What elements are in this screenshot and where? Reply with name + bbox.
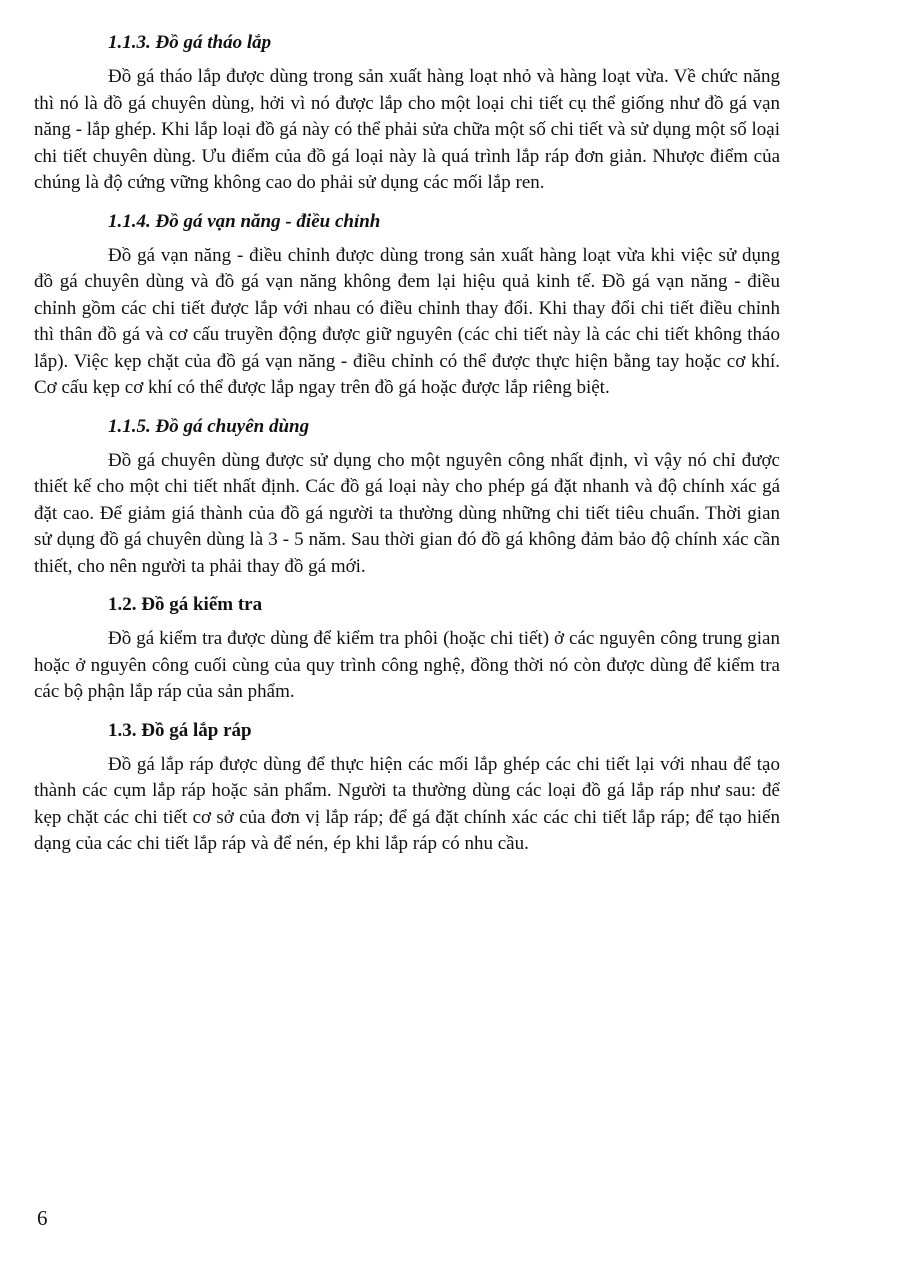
section-paragraph-1-2: Đồ gá kiểm tra được dùng để kiểm tra phôi (hoặc chi tiết) ở các nguyên công trung gian hoặc ở nguyên công cuối cùng của quy trình công nghệ, đồng thời nó còn được dùng để kiểm tra các bộ phận lắp ráp của sản phẩm. [34,628,780,702]
section-heading-1-2: 1.2. Đồ gá kiểm tra [108,594,263,615]
section-heading-1-1-3: 1.1.3. Đồ gá tháo lắp [108,32,272,53]
section-paragraph-1-3: Đồ gá lắp ráp được dùng để thực hiện các mối lắp ghép các chi tiết lại với nhau để tạo thành các cụm lắp ráp hoặc sản phẩm. Người ta thường dùng các loại đồ gá lắp ráp như sau: để kẹp chặt các chi tiết cơ sở của đơn vị lắp ráp; để gá đặt chính xác các chi tiết lắp ráp; để tạo hiến dạng của các chi tiết lắp ráp và để nén, ép khi lắp ráp có nhu cầu. [34,753,780,854]
section-paragraph-1-1-4: Đồ gá vạn năng - điều chỉnh được dùng trong sản xuất hàng loạt vừa khi việc sử dụng đồ gá chuyên dùng và đồ gá vạn năng không đem lại hiệu quả kinh tế. Đồ gá vạn năng - điều chỉnh gồm các chi tiết được lắp với nhau có điều chỉnh thay đổi. Khi thay đổi chi tiết điều chỉnh thì thân đồ gá và cơ cấu truyền động được giữ nguyên (các chi tiết này là các chi tiết không tháo lắp). Việc kẹp chặt của đồ gá vạn năng - điều chỉnh có thể được thực hiện bằng tay hoặc cơ khí. Cơ cấu kẹp cơ khí có thể được lắp ngay trên đồ gá hoặc được lắp riêng biệt. [34,244,780,398]
section-heading-1-1-5: 1.1.5. Đồ gá chuyên dùng [108,415,310,437]
page-number: 6 [37,1206,48,1230]
section-heading-1-1-4: 1.1.4. Đồ gá vạn năng - điều chỉnh [108,210,381,232]
section-paragraph-1-1-3: Đồ gá tháo lắp được dùng trong sản xuất hàng loạt nhỏ và hàng loạt vừa. Về chức năng thì nó là đồ gá chuyên dùng, hởi vì nó được lắp cho một loại chi tiết cụ thể giống như đồ gá vạn năng - lắp ghép. Khi lắp loại đồ gá này có thể phải sửa chữa một số chi tiết và sử dụng một số loại chi tiết chuyên dùng. Ưu điểm của đồ gá loại này là quá trình lắp ráp đơn giản. Nhược điểm của chúng là độ cứng vững không cao do phải sử dụng các mối lắp ren. [34,66,780,193]
section-heading-1-3: 1.3. Đồ gá lắp ráp [108,719,252,741]
page-content [34,30,780,870]
section-paragraph-1-1-5: Đồ gá chuyên dùng được sử dụng cho một nguyên công nhất định, vì vậy nó chỉ được thiết kế cho một chi tiết nhất định. Các đồ gá loại này cho phép gá đặt nhanh và độ chính xác gá đặt cao. Để giảm giá thành của đồ gá người ta thường dùng những chi tiết tiêu chuẩn. Thời gian sử dụng đồ gá chuyên dùng là 3 - 5 năm. Sau thời gian đó đồ gá không đảm bảo độ chính xác cần thiết, cho nên người ta phải thay đồ gá mới. [34,449,780,577]
